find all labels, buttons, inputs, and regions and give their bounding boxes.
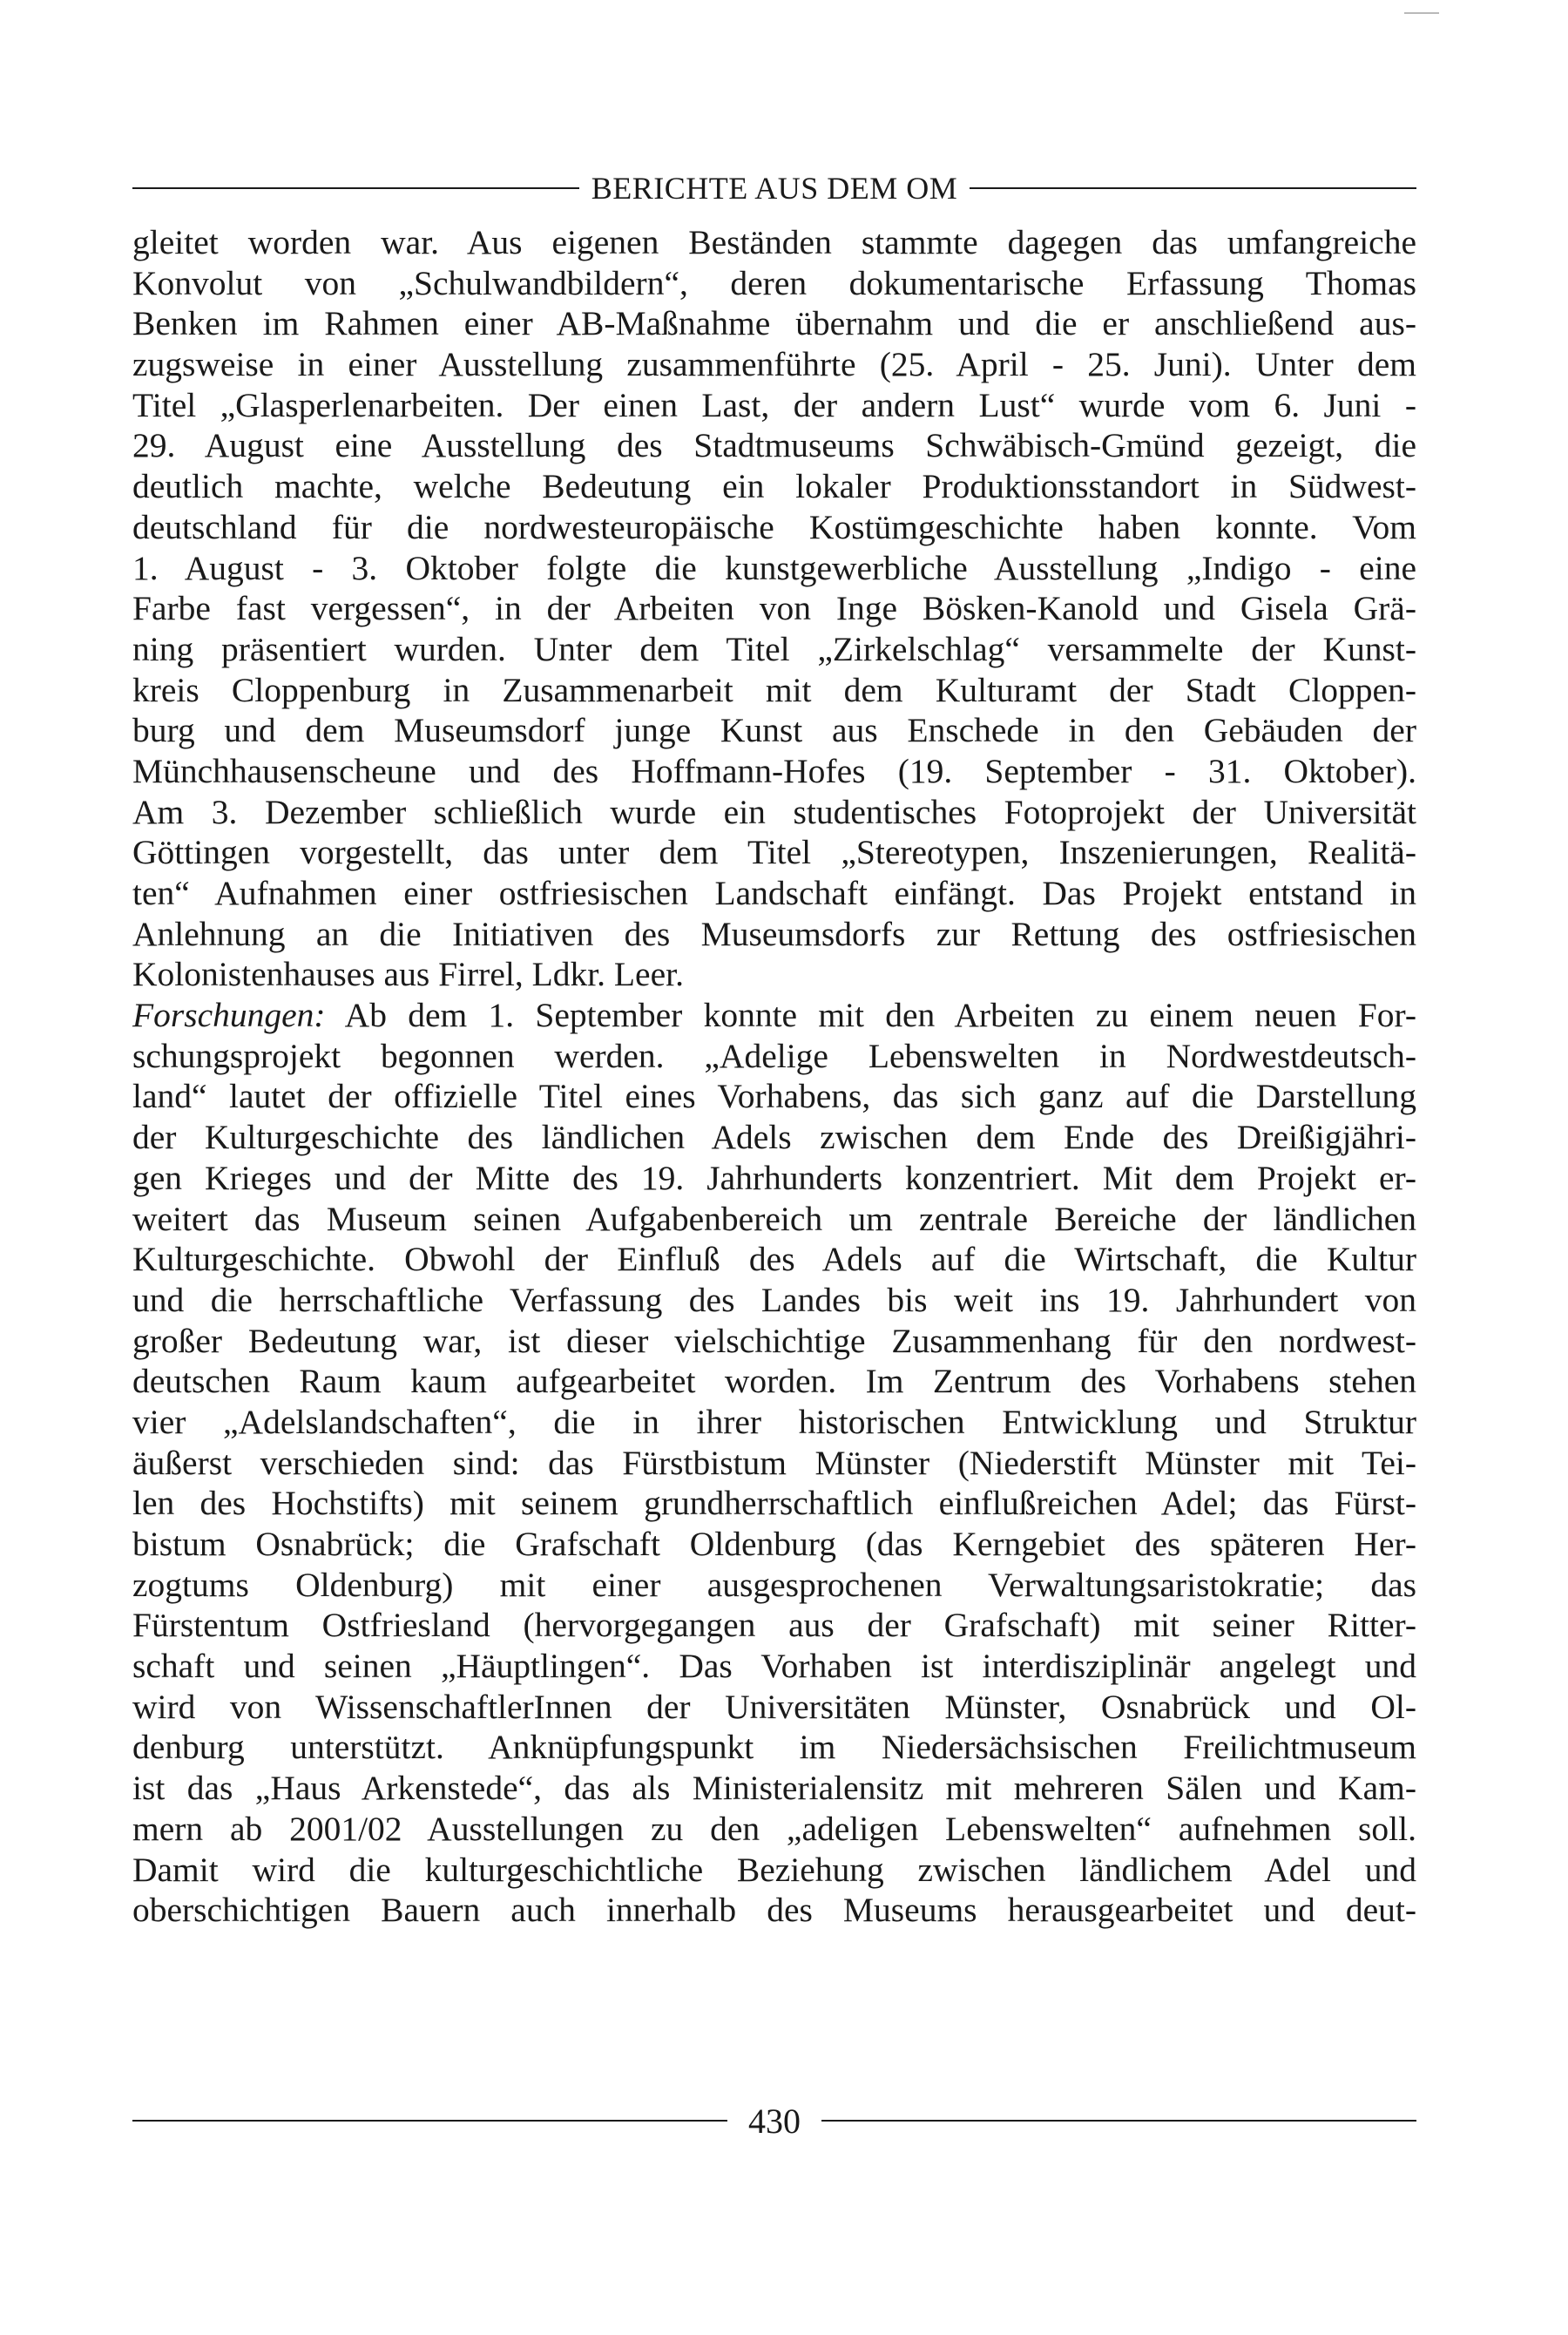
text-line: burg und dem Museumsdorf junge Kunst aus Enschede in den Gebäuden der (132, 711, 1416, 750)
text-line: Anlehnung an die Initiativen des Museumsdorfs zur Rettung des ostfriesischen (132, 914, 1416, 953)
text-line: Damit wird die kulturgeschichtliche Beziehung zwischen ländlichem Adel und (132, 1850, 1416, 1889)
text-line: vier „Adelslandschaften“, die in ihrer historischen Entwicklung und Struktur (132, 1402, 1416, 1441)
text-line: der Kulturgeschichte des ländlichen Adels zwischen dem Ende des Dreißigjähri- (132, 1118, 1416, 1157)
text-line: Münchhausenscheune und des Hoffmann-Hofes (19. September - 31. Oktober). (132, 751, 1416, 790)
text-line: und die herrschaftliche Verfassung des Landes bis weit ins 19. Jahrhundert von (132, 1280, 1416, 1319)
running-title: BERICHTE AUS DEM OM (591, 171, 958, 206)
text-line: deutlich machte, welche Bedeutung ein lokaler Produktionsstandort in Südwest- (132, 467, 1416, 506)
text-line: Benken im Rahmen einer AB-Maßnahme übernahm und die er anschließend aus- (132, 304, 1416, 343)
text-line: mern ab 2001/02 Ausstellungen zu den „adeligen Lebenswelten“ aufnehmen soll. (132, 1809, 1416, 1848)
text-line: zogtums Oldenburg) mit einer ausgesprochenen Verwaltungsaristokratie; das (132, 1565, 1416, 1604)
text-line: gen Krieges und der Mitte des 19. Jahrhunderts konzentriert. Mit dem Projekt er- (132, 1158, 1416, 1197)
header-rule-right (970, 187, 1416, 189)
text-line: gleitet worden war. Aus eigenen Beständen stammte dagegen das umfangreiche (132, 223, 1416, 261)
text-line: deutschen Raum kaum aufgearbeitet worden. Im Zentrum des Vorhabens stehen (132, 1362, 1416, 1401)
text-line: wird von WissenschaftlerInnen der Universitäten Münster, Osnabrück und Ol- (132, 1687, 1416, 1726)
text-line: Konvolut von „Schulwandbildern“, deren dokumentarische Erfassung Thomas (132, 263, 1416, 302)
text-line: weitert das Museum seinen Aufgabenbereich um zentrale Bereiche der ländlichen (132, 1199, 1416, 1238)
text-line: 29. August eine Ausstellung des Stadtmuseums Schwäbisch-Gmünd gezeigt, die (132, 426, 1416, 465)
text-line: ning präsentiert wurden. Unter dem Titel „Zirkelschlag“ versammelte der Kunst- (132, 629, 1416, 668)
text-line: Farbe fast vergessen“, in der Arbeiten von Inge Bösken-Kanold und Gisela Grä- (132, 589, 1416, 628)
text-line: Kulturgeschichte. Obwohl der Einfluß des Adels auf die Wirtschaft, die Kultur (132, 1240, 1416, 1279)
footer-rule-left (132, 2120, 727, 2122)
text-line: äußerst verschieden sind: das Fürstbistum Münster (Niederstift Münster mit Tei- (132, 1443, 1416, 1482)
text-line: 1. August - 3. Oktober folgte die kunstgewerbliche Ausstellung „Indigo - eine (132, 548, 1416, 587)
text-line-with-lead (132, 995, 1416, 1036)
text-line: len des Hochstifts) mit seinem grundherrschaftlich einflußreichen Adel; das Fürst- (132, 1484, 1416, 1523)
scan-edge-mark (1404, 12, 1439, 14)
text-line-rest: Ab dem 1. September konnte mit den Arbeiten zu einem neuen For- (325, 996, 1416, 1035)
running-header (132, 167, 1416, 209)
text-line: Titel „Glasperlenarbeiten. Der einen Last, der andern Lust“ wurde vom 6. Juni - (132, 385, 1416, 424)
text-line: kreis Cloppenburg in Zusammenarbeit mit dem Kulturamt der Stadt Cloppen- (132, 670, 1416, 709)
text-line: land“ lautet der offizielle Titel eines Vorhabens, das sich ganz auf die Darstellung (132, 1077, 1416, 1116)
text-line: schaft und seinen „Häuptlingen“. Das Vorhaben ist interdisziplinär angelegt und (132, 1647, 1416, 1686)
page-footer (132, 2098, 1416, 2143)
page-number: 430 (748, 2101, 801, 2141)
text-line: zugsweise in einer Ausstellung zusammenführte (25. April - 25. Juni). Unter dem (132, 345, 1416, 384)
text-line: ist das „Haus Arkenstede“, das als Ministerialensitz mit mehreren Sälen und Kam- (132, 1769, 1416, 1808)
section-lead-forschungen: Forschungen: (132, 996, 326, 1035)
text-line: schungsprojekt begonnen werden. „Adelige Lebenswelten in Nordwestdeutsch- (132, 1036, 1416, 1075)
text-line: Kolonistenhauses aus Firrel, Ldkr. Leer. (132, 955, 684, 994)
text-line: bistum Osnabrück; die Grafschaft Oldenburg (das Kerngebiet des späteren Her- (132, 1525, 1416, 1563)
text-line: deutschland für die nordwesteuropäische Kostümgeschichte haben konnte. Vom (132, 507, 1416, 546)
text-line: Am 3. Dezember schließlich wurde ein studentisches Fotoprojekt der Universität (132, 792, 1416, 831)
text-line: Fürstentum Ostfriesland (hervorgegangen aus der Grafschaft) mit seiner Ritter- (132, 1606, 1416, 1645)
body-text (132, 222, 1416, 1931)
header-rule-left (132, 187, 579, 189)
text-line: oberschichtigen Bauern auch innerhalb des Museums herausgearbeitet und deut- (132, 1891, 1416, 1930)
text-line: Göttingen vorgestellt, das unter dem Titel „Stereotypen, Inszenierungen, Realitä- (132, 833, 1416, 872)
text-line: großer Bedeutung war, ist dieser vielschichtige Zusammenhang für den nordwest- (132, 1321, 1416, 1360)
text-line: ten“ Aufnahmen einer ostfriesischen Landschaft einfängt. Das Projekt entstand in (132, 874, 1416, 912)
text-line: denburg unterstützt. Anknüpfungspunkt im Niedersächsischen Freilichtmuseum (132, 1728, 1416, 1767)
footer-rule-right (821, 2120, 1416, 2122)
